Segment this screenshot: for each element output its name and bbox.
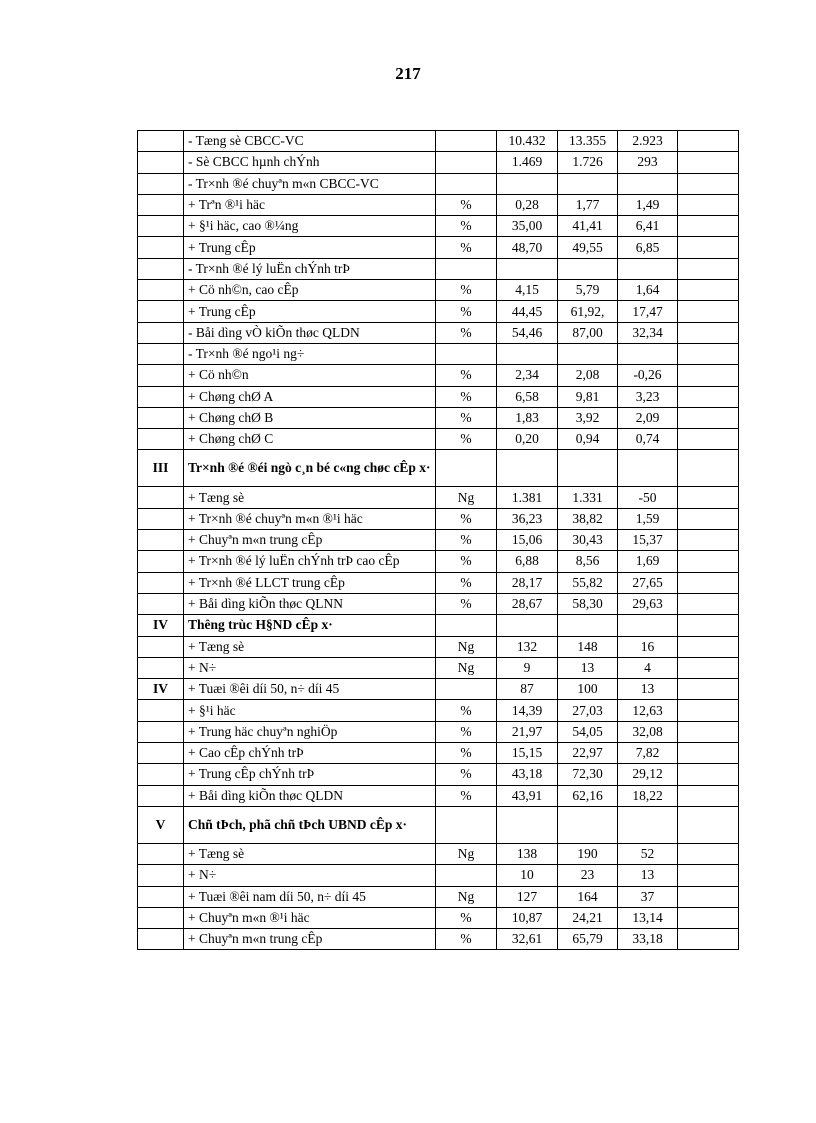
empty-cell (678, 407, 739, 428)
section-number-cell (138, 530, 184, 551)
value-cell-1: 28,67 (497, 593, 558, 614)
row-label-cell: - Sè CBCC hµnh chÝnh (184, 152, 436, 173)
value-cell-1: 1.469 (497, 152, 558, 173)
value-cell-2: 72,30 (558, 764, 618, 785)
empty-cell (678, 636, 739, 657)
unit-cell: % (436, 322, 497, 343)
value-cell-1: 10,87 (497, 907, 558, 928)
value-cell-1: 4,15 (497, 280, 558, 301)
section-number-cell (138, 907, 184, 928)
page-number: 217 (395, 64, 421, 83)
value-cell-1: 132 (497, 636, 558, 657)
difference-cell: 0,74 (618, 429, 678, 450)
unit-cell: % (436, 700, 497, 721)
section-header-row (138, 450, 739, 487)
value-cell-2: 164 (558, 886, 618, 907)
row-label-cell: + Chuyªn m«n trung cÊp (184, 929, 436, 950)
value-cell-2: 2,08 (558, 365, 618, 386)
section-number-cell (138, 365, 184, 386)
row-label-cell: + Tuæi ®êi nam díi 50, n÷ díi 45 (184, 886, 436, 907)
section-number-cell (138, 407, 184, 428)
table-row (138, 593, 739, 614)
difference-cell: 18,22 (618, 785, 678, 806)
empty-cell (678, 365, 739, 386)
unit-cell: % (436, 764, 497, 785)
difference-cell: 29,63 (618, 593, 678, 614)
unit-cell: % (436, 530, 497, 551)
value-cell-2 (558, 615, 618, 636)
table-row (138, 865, 739, 886)
value-cell-1: 10 (497, 865, 558, 886)
empty-cell (678, 508, 739, 529)
value-cell-2: 148 (558, 636, 618, 657)
row-label-cell: + Trung cÊp chÝnh trÞ (184, 764, 436, 785)
table-row (138, 365, 739, 386)
value-cell-2: 8,56 (558, 551, 618, 572)
difference-cell: 1,69 (618, 551, 678, 572)
section-number-cell (138, 657, 184, 678)
value-cell-2: 61,92, (558, 301, 618, 322)
value-cell-1: 43,91 (497, 785, 558, 806)
empty-cell (678, 700, 739, 721)
table-row (138, 216, 739, 237)
section-number-cell (138, 551, 184, 572)
table-row (138, 551, 739, 572)
table-row (138, 785, 739, 806)
unit-cell (436, 450, 497, 487)
value-cell-1: 44,45 (497, 301, 558, 322)
section-number-cell (138, 152, 184, 173)
section-number-cell: V (138, 806, 184, 843)
unit-cell (436, 679, 497, 700)
table-row (138, 929, 739, 950)
empty-cell (678, 487, 739, 508)
table-row (138, 194, 739, 215)
value-cell-1: 127 (497, 886, 558, 907)
row-label-cell: + Tæng sè (184, 843, 436, 864)
empty-cell (678, 258, 739, 279)
value-cell-2: 22,97 (558, 743, 618, 764)
row-label-cell: + Trung häc chuyªn nghiÖp (184, 721, 436, 742)
difference-cell: 1,64 (618, 280, 678, 301)
value-cell-2: 1.726 (558, 152, 618, 173)
difference-cell: 2,09 (618, 407, 678, 428)
unit-cell (436, 152, 497, 173)
value-cell-1: 87 (497, 679, 558, 700)
value-cell-2 (558, 173, 618, 194)
unit-cell (436, 173, 497, 194)
row-label-cell: + Båi dìng kiÕn thøc QLDN (184, 785, 436, 806)
row-label-cell: + Cao cÊp chÝnh trÞ (184, 743, 436, 764)
unit-cell: % (436, 785, 497, 806)
section-number-cell (138, 131, 184, 152)
table-row (138, 679, 739, 700)
difference-cell: 13,14 (618, 907, 678, 928)
row-label-cell: + Trung cÊp (184, 237, 436, 258)
row-label-cell: + Chøng chØ C (184, 429, 436, 450)
section-number-cell (138, 173, 184, 194)
value-cell-1: 15,06 (497, 530, 558, 551)
empty-cell (678, 131, 739, 152)
section-number-cell: IV (138, 679, 184, 700)
value-cell-1: 1,83 (497, 407, 558, 428)
section-number-cell (138, 743, 184, 764)
value-cell-2: 0,94 (558, 429, 618, 450)
row-label-cell: + Tæng sè (184, 487, 436, 508)
value-cell-1: 36,23 (497, 508, 558, 529)
empty-cell (678, 572, 739, 593)
difference-cell: 7,82 (618, 743, 678, 764)
row-label-cell: + Chuyªn m«n ®¹i häc (184, 907, 436, 928)
table-row (138, 301, 739, 322)
table-row (138, 657, 739, 678)
table-row (138, 886, 739, 907)
unit-cell (436, 806, 497, 843)
empty-cell (678, 679, 739, 700)
unit-cell: % (436, 301, 497, 322)
section-number-cell (138, 216, 184, 237)
row-label-cell: + Tr×nh ®é LLCT trung cÊp (184, 572, 436, 593)
row-label-cell: + §¹i häc, cao ®¼ng (184, 216, 436, 237)
difference-cell (618, 615, 678, 636)
difference-cell (618, 450, 678, 487)
value-cell-1: 28,17 (497, 572, 558, 593)
section-number-cell (138, 929, 184, 950)
empty-cell (678, 280, 739, 301)
table-row (138, 700, 739, 721)
unit-cell: % (436, 216, 497, 237)
difference-cell: 293 (618, 152, 678, 173)
difference-cell: 29,12 (618, 764, 678, 785)
empty-cell (678, 865, 739, 886)
unit-cell: % (436, 407, 497, 428)
value-cell-1 (497, 615, 558, 636)
table-row (138, 173, 739, 194)
value-cell-2 (558, 343, 618, 364)
unit-cell: % (436, 237, 497, 258)
value-cell-2: 30,43 (558, 530, 618, 551)
table-row (138, 280, 739, 301)
difference-cell: -0,26 (618, 365, 678, 386)
table-row (138, 907, 739, 928)
table-row (138, 343, 739, 364)
row-label-cell: Chñ tÞch, phã chñ tÞch UBND cÊp x· (184, 806, 436, 843)
empty-cell (678, 615, 739, 636)
difference-cell: 4 (618, 657, 678, 678)
value-cell-1: 43,18 (497, 764, 558, 785)
empty-cell (678, 322, 739, 343)
value-cell-1 (497, 806, 558, 843)
difference-cell: 17,47 (618, 301, 678, 322)
unit-cell: Ng (436, 886, 497, 907)
unit-cell: % (436, 907, 497, 928)
empty-cell (678, 152, 739, 173)
difference-cell: 6,85 (618, 237, 678, 258)
value-cell-2: 65,79 (558, 929, 618, 950)
empty-cell (678, 551, 739, 572)
unit-cell (436, 865, 497, 886)
unit-cell: % (436, 743, 497, 764)
unit-cell: Ng (436, 657, 497, 678)
empty-cell (678, 450, 739, 487)
value-cell-2: 62,16 (558, 785, 618, 806)
empty-cell (678, 530, 739, 551)
row-label-cell: + N÷ (184, 657, 436, 678)
unit-cell: % (436, 386, 497, 407)
value-cell-1: 1.381 (497, 487, 558, 508)
row-label-cell: - Tr×nh ®é lý luËn chÝnh trÞ (184, 258, 436, 279)
difference-cell: 32,34 (618, 322, 678, 343)
table-row (138, 258, 739, 279)
section-number-cell (138, 343, 184, 364)
unit-cell: % (436, 194, 497, 215)
value-cell-1: 10.432 (497, 131, 558, 152)
section-number-cell (138, 721, 184, 742)
table-row (138, 386, 739, 407)
section-number-cell (138, 237, 184, 258)
unit-cell: % (436, 280, 497, 301)
value-cell-1: 6,88 (497, 551, 558, 572)
row-label-cell: + Chuyªn m«n trung cÊp (184, 530, 436, 551)
empty-cell (678, 907, 739, 928)
difference-cell (618, 258, 678, 279)
value-cell-2: 41,41 (558, 216, 618, 237)
value-cell-2: 1,77 (558, 194, 618, 215)
row-label-cell: + Cö nh©n (184, 365, 436, 386)
table-row (138, 530, 739, 551)
empty-cell (678, 929, 739, 950)
section-number-cell (138, 487, 184, 508)
difference-cell: 32,08 (618, 721, 678, 742)
value-cell-2: 54,05 (558, 721, 618, 742)
unit-cell (436, 615, 497, 636)
row-label-cell: + §¹i häc (184, 700, 436, 721)
value-cell-1 (497, 173, 558, 194)
difference-cell: 52 (618, 843, 678, 864)
value-cell-2 (558, 258, 618, 279)
value-cell-1: 21,97 (497, 721, 558, 742)
empty-cell (678, 806, 739, 843)
difference-cell: 27,65 (618, 572, 678, 593)
section-number-cell (138, 258, 184, 279)
empty-cell (678, 386, 739, 407)
value-cell-2: 13.355 (558, 131, 618, 152)
unit-cell: % (436, 593, 497, 614)
value-cell-2: 27,03 (558, 700, 618, 721)
value-cell-1: 54,46 (497, 322, 558, 343)
unit-cell: % (436, 572, 497, 593)
unit-cell: Ng (436, 636, 497, 657)
unit-cell (436, 343, 497, 364)
row-label-cell: + N÷ (184, 865, 436, 886)
unit-cell: Ng (436, 843, 497, 864)
row-label-cell: + Tr×nh ®é chuyªn m«n ®¹i häc (184, 508, 436, 529)
empty-cell (678, 301, 739, 322)
unit-cell: % (436, 551, 497, 572)
value-cell-1 (497, 343, 558, 364)
empty-cell (678, 194, 739, 215)
unit-cell (436, 258, 497, 279)
unit-cell: % (436, 508, 497, 529)
table-row (138, 743, 739, 764)
row-label-cell: - Tæng sè CBCC-VC (184, 131, 436, 152)
row-label-cell: Thêng trùc H§ND cÊp x· (184, 615, 436, 636)
empty-cell (678, 764, 739, 785)
section-number-cell: IV (138, 615, 184, 636)
empty-cell (678, 721, 739, 742)
difference-cell: -50 (618, 487, 678, 508)
row-label-cell: + Tuæi ®êi díi 50, n÷ díi 45 (184, 679, 436, 700)
row-label-cell: + Cö nh©n, cao cÊp (184, 280, 436, 301)
value-cell-1: 6,58 (497, 386, 558, 407)
row-label-cell: + Trung cÊp (184, 301, 436, 322)
empty-cell (678, 429, 739, 450)
section-number-cell (138, 700, 184, 721)
table-row (138, 843, 739, 864)
difference-cell (618, 343, 678, 364)
section-number-cell (138, 194, 184, 215)
unit-cell (436, 131, 497, 152)
difference-cell: 3,23 (618, 386, 678, 407)
section-header-row (138, 615, 739, 636)
difference-cell: 16 (618, 636, 678, 657)
difference-cell: 15,37 (618, 530, 678, 551)
difference-cell: 37 (618, 886, 678, 907)
difference-cell (618, 173, 678, 194)
value-cell-2 (558, 806, 618, 843)
table-row (138, 322, 739, 343)
value-cell-2: 87,00 (558, 322, 618, 343)
table-row (138, 636, 739, 657)
difference-cell: 1,49 (618, 194, 678, 215)
table-body (138, 131, 739, 950)
row-label-cell: + Tæng sè (184, 636, 436, 657)
table-row (138, 152, 739, 173)
row-label-cell: - Tr×nh ®é chuyªn m«n CBCC-VC (184, 173, 436, 194)
row-label-cell: - Båi dìng vÒ kiÕn thøc QLDN (184, 322, 436, 343)
value-cell-1: 138 (497, 843, 558, 864)
value-cell-2: 24,21 (558, 907, 618, 928)
difference-cell (618, 806, 678, 843)
table-row (138, 237, 739, 258)
section-number-cell: III (138, 450, 184, 487)
section-number-cell (138, 636, 184, 657)
unit-cell: Ng (436, 487, 497, 508)
value-cell-1: 9 (497, 657, 558, 678)
empty-cell (678, 785, 739, 806)
value-cell-2: 3,92 (558, 407, 618, 428)
value-cell-2: 13 (558, 657, 618, 678)
value-cell-2: 58,30 (558, 593, 618, 614)
difference-cell: 13 (618, 865, 678, 886)
section-header-row (138, 806, 739, 843)
row-label-cell: + Chøng chØ A (184, 386, 436, 407)
empty-cell (678, 843, 739, 864)
row-label-cell: Tr×nh ®é ®éi ngò c¸n bé c«ng chøc cÊp x· (184, 450, 436, 487)
section-number-cell (138, 865, 184, 886)
row-label-cell: + Båi dìng kiÕn thøc QLNN (184, 593, 436, 614)
unit-cell: % (436, 429, 497, 450)
empty-cell (678, 593, 739, 614)
section-number-cell (138, 843, 184, 864)
difference-cell: 6,41 (618, 216, 678, 237)
table-row (138, 508, 739, 529)
value-cell-2: 100 (558, 679, 618, 700)
section-number-cell (138, 386, 184, 407)
value-cell-1: 0,20 (497, 429, 558, 450)
section-number-cell (138, 785, 184, 806)
value-cell-1 (497, 258, 558, 279)
section-number-cell (138, 322, 184, 343)
table-row (138, 764, 739, 785)
value-cell-1: 32,61 (497, 929, 558, 950)
value-cell-1: 48,70 (497, 237, 558, 258)
row-label-cell: + Tr×nh ®é lý luËn chÝnh trÞ cao cÊp (184, 551, 436, 572)
section-number-cell (138, 429, 184, 450)
statistics-table (137, 130, 739, 950)
section-number-cell (138, 508, 184, 529)
value-cell-2 (558, 450, 618, 487)
value-cell-1: 35,00 (497, 216, 558, 237)
section-number-cell (138, 764, 184, 785)
empty-cell (678, 237, 739, 258)
difference-cell: 12,63 (618, 700, 678, 721)
section-number-cell (138, 280, 184, 301)
section-number-cell (138, 572, 184, 593)
table-row (138, 572, 739, 593)
empty-cell (678, 173, 739, 194)
empty-cell (678, 657, 739, 678)
row-label-cell: + Trªn ®¹i häc (184, 194, 436, 215)
difference-cell: 33,18 (618, 929, 678, 950)
value-cell-1: 0,28 (497, 194, 558, 215)
value-cell-1 (497, 450, 558, 487)
table-row (138, 407, 739, 428)
table-row (138, 721, 739, 742)
empty-cell (678, 343, 739, 364)
section-number-cell (138, 886, 184, 907)
table-row (138, 131, 739, 152)
empty-cell (678, 886, 739, 907)
section-number-cell (138, 301, 184, 322)
value-cell-1: 14,39 (497, 700, 558, 721)
section-number-cell (138, 593, 184, 614)
value-cell-2: 1.331 (558, 487, 618, 508)
value-cell-2: 5,79 (558, 280, 618, 301)
table-row (138, 429, 739, 450)
row-label-cell: - Tr×nh ®é ngo¹i ng÷ (184, 343, 436, 364)
unit-cell: % (436, 929, 497, 950)
difference-cell: 13 (618, 679, 678, 700)
unit-cell: % (436, 365, 497, 386)
row-label-cell: + Chøng chØ B (184, 407, 436, 428)
value-cell-2: 49,55 (558, 237, 618, 258)
value-cell-1: 15,15 (497, 743, 558, 764)
unit-cell: % (436, 721, 497, 742)
empty-cell (678, 743, 739, 764)
value-cell-2: 38,82 (558, 508, 618, 529)
value-cell-1: 2,34 (497, 365, 558, 386)
empty-cell (678, 216, 739, 237)
value-cell-2: 55,82 (558, 572, 618, 593)
value-cell-2: 9,81 (558, 386, 618, 407)
value-cell-2: 190 (558, 843, 618, 864)
table-row (138, 487, 739, 508)
value-cell-2: 23 (558, 865, 618, 886)
difference-cell: 1,59 (618, 508, 678, 529)
difference-cell: 2.923 (618, 131, 678, 152)
